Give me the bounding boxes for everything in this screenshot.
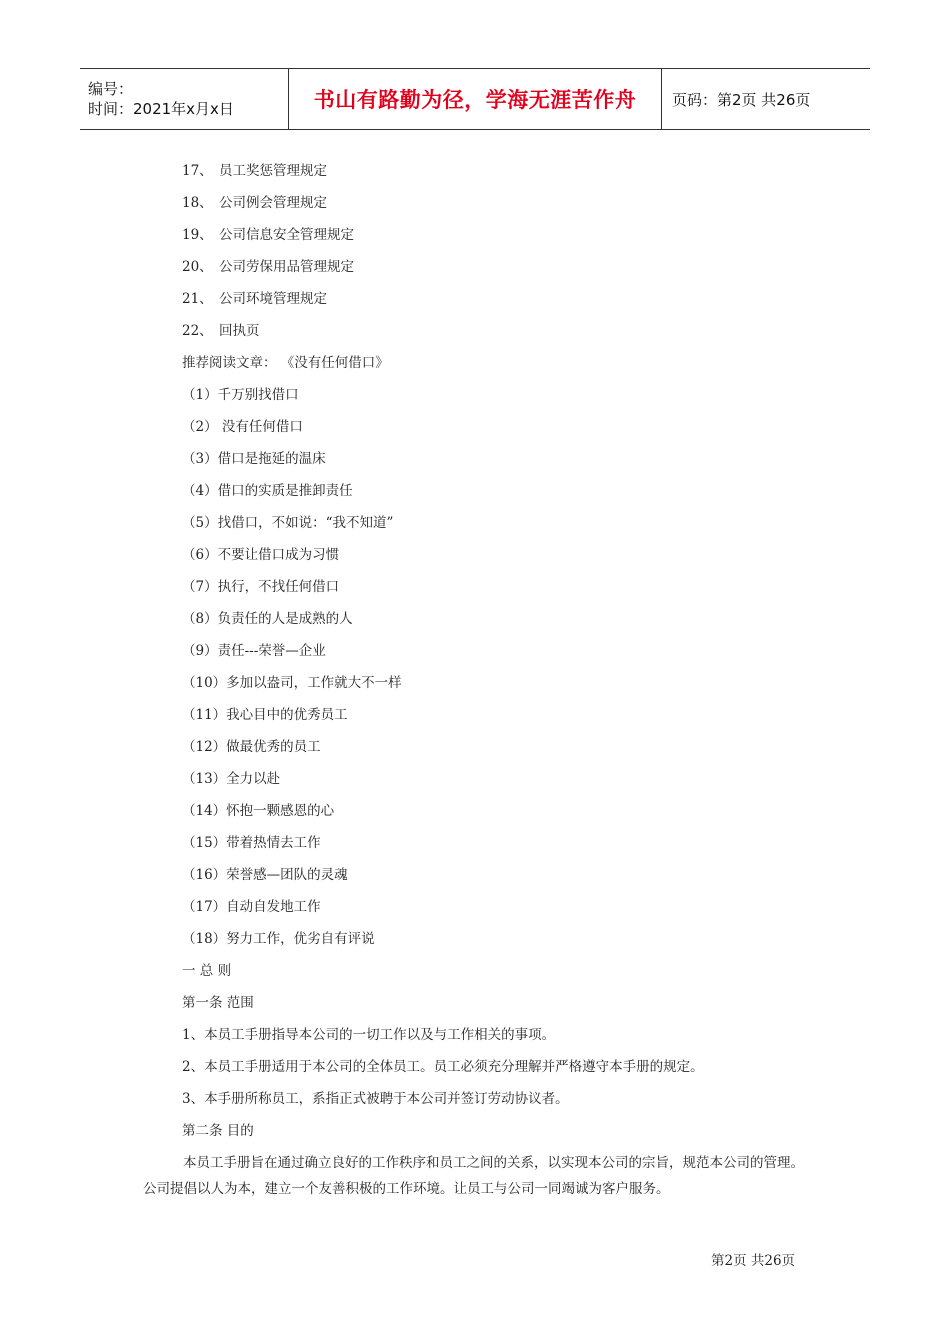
article-1-item: 1、本员工手册指导本公司的一切工作以及与工作相关的事项。 [182, 1027, 556, 1043]
header-left-cell [80, 69, 288, 129]
toc-item-number: 20、 [182, 259, 213, 275]
toc-item [182, 191, 327, 211]
toc-item [182, 255, 354, 275]
toc-item-number: 19、 [182, 227, 213, 243]
reading-item: （11）我心目中的优秀员工 [182, 707, 348, 723]
reading-item: （18）努力工作，优劣自有评说 [182, 931, 375, 947]
toc-item-number: 22、 [182, 323, 213, 339]
toc-item-text: 公司信息安全管理规定 [219, 227, 354, 243]
document-number: 编号： [88, 80, 134, 98]
toc-item-number: 17、 [182, 163, 213, 179]
toc-item [182, 159, 327, 179]
reading-item: （3）借口是拖延的温床 [182, 451, 326, 467]
toc-item [182, 223, 354, 243]
toc-item-number: 18、 [182, 195, 213, 211]
document-time: 时间：2021年x月x日 [88, 100, 234, 118]
toc-item-text: 公司例会管理规定 [219, 195, 327, 211]
reading-item: （17）自动自发地工作 [182, 899, 321, 915]
reading-item: （12）做最优秀的员工 [182, 739, 321, 755]
reading-heading: 推荐阅读文章： 《没有任何借口》 [182, 355, 389, 371]
reading-item: （7）执行，不找任何借口 [182, 579, 340, 595]
header-motto-cell [288, 69, 662, 129]
reading-item: （16）荣誉感—团队的灵魂 [182, 867, 348, 883]
section-title: 一 总 则 [182, 963, 232, 979]
reading-item: （14）怀抱一颗感恩的心 [182, 803, 335, 819]
toc-item [182, 319, 260, 339]
reading-item: （4）借口的实质是推卸责任 [182, 483, 353, 499]
reading-item: （8）负责任的人是成熟的人 [182, 611, 353, 627]
article-1-title: 第一条 范围 [182, 995, 254, 1011]
toc-item-number: 21、 [182, 291, 213, 307]
article-2-title: 第二条 目的 [182, 1123, 254, 1139]
page-footer: 第2页 共26页 [711, 1253, 796, 1269]
reading-item: （10）多加以盎司，工作就大不一样 [182, 675, 402, 691]
reading-item: （5）找借口，不如说：“我不知道” [182, 515, 394, 531]
header-page-number: 页码：第2页 共26页 [672, 90, 811, 109]
header-motto: 书山有路勤为径，学海无涯苦作舟 [313, 88, 637, 112]
reading-item: （2） 没有任何借口 [182, 419, 303, 435]
header-page-cell [662, 69, 870, 129]
toc-item-text: 员工奖惩管理规定 [219, 163, 327, 179]
reading-item: （6）不要让借口成为习惯 [182, 547, 340, 563]
article-2-paragraph: 本员工手册旨在通过确立良好的工作秩序和员工之间的关系，以实现本公司的宗旨，规范本公司的管理。公司提倡以人为本，建立一个友善积极的工作环境。让员工与公司一同竭诚为客户服务。 [143, 1155, 804, 1197]
toc-item [182, 287, 327, 307]
article-1-item: 2、本员工手册适用于本公司的全体员工。员工必须充分理解并严格遵守本手册的规定。 [182, 1059, 704, 1075]
reading-item: （15）带着热情去工作 [182, 835, 321, 851]
toc-item-text: 公司劳保用品管理规定 [219, 259, 354, 275]
toc-item-text: 回执页 [219, 323, 260, 339]
reading-item: （13）全力以赴 [182, 771, 281, 787]
page-header [80, 68, 870, 130]
reading-item: （1）千万别找借口 [182, 387, 299, 403]
reading-item: （9）责任---荣誉—企业 [182, 643, 326, 659]
toc-item-text: 公司环境管理规定 [219, 291, 327, 307]
article-1-item: 3、本手册所称员工，系指正式被聘于本公司并签订劳动协议者。 [182, 1091, 569, 1107]
